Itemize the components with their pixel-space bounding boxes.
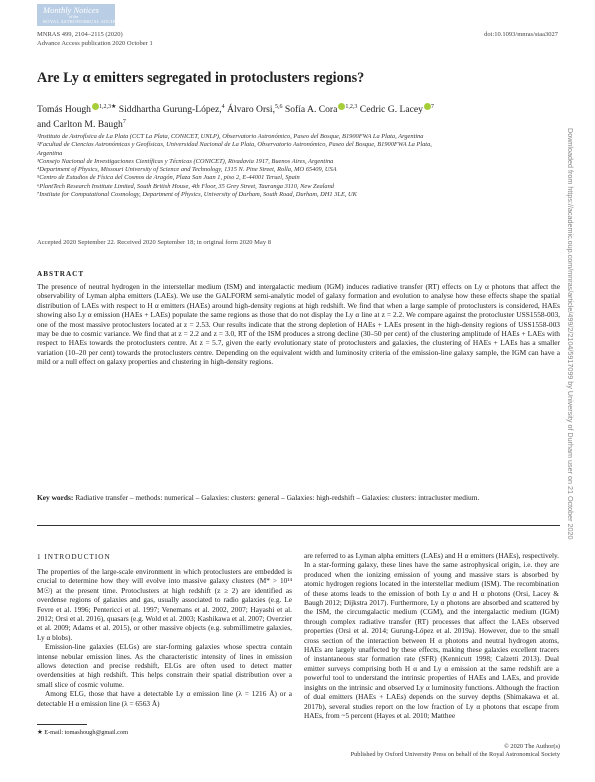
- paragraph: The properties of the large-scale environment in which protoclusters are embedded is crucial to determine how they will evolve into massive galaxy clusters (M* > 10¹⁴ M☉) at the present time. Protoclusters at high redshift (z ≥ 2) are identified as overdense regions of galaxies and gas, usually associated to radio galaxies (e.g. Le Fevre et al. 1996; Pentericci et al. 1997; Venemans et al. 2002, 2007; Hayashi et al. 2012; Orsi et al. 2016), quasars (e.g. Wold et al. 2003; Kashikawa et al. 2007; Overzier et al. 2009; Adams et al. 2015), or other massive objects (e.g. submillimetre galaxies, Ly α blobs).: [37, 567, 292, 642]
- affiliation: ⁶PlantTech Research Institute Limited, South British House, 4th Floor, 35 Grey Street, Tauranga 3110, New Zealand: [37, 182, 335, 190]
- author-affil: 7: [430, 104, 434, 110]
- author-name[interactable]: Tomás Hough: [37, 104, 91, 116]
- paragraph: Emission-line galaxies (ELGs) are star-forming galaxies whose spectra contain intense nebular emission lines. As the characteristic intensity of lines in emission allows detection and precise redshift, ELGs are often used to detect matter overdensities at high redshift. This helps constrain their spatial distribution over a small slice of cosmic volume.: [37, 642, 292, 689]
- article-title: Are Ly α emitters segregated in protoclusters regions?: [37, 70, 365, 86]
- orcid-icon[interactable]: [424, 103, 431, 110]
- citation: MNRAS 499, 2104–2115 (2020): [37, 31, 123, 38]
- accepted-dates: Accepted 2020 September 22. Received 2020 September 18; in original form 2020 May 8: [37, 239, 271, 246]
- author-name[interactable]: Álvaro Orsi,: [227, 104, 275, 116]
- copyright-block: [320, 743, 560, 760]
- copyright: © 2020 The Author(s): [504, 743, 560, 750]
- author-name[interactable]: Sofía A. Cora: [284, 104, 338, 116]
- orcid-icon[interactable]: [92, 103, 99, 110]
- doi-link[interactable]: doi:10.1093/mnras/staa3027: [484, 31, 558, 38]
- abstract-text: The presence of neutral hydrogen in the interstellar medium (ISM) and intergalactic medium (IGM) induces radiative transfer (RT) effects on Ly α photons that affect the observability of Lyman alpha emitters (LAEs). We use the GALFORM semi-analytic model of galaxy formation and evolution to analyse how these effects shape the spatial distribution of LAEs with respect to H α emitters (HAEs) around high-density regions at high redshift. We find that when a large sample of protoclusters is considered, HAEs showing also Ly α emission (HAEs + LAEs) populate the same regions as those that do not display the Ly α line at z = 2.2. We compare against the protocluster USS1558-003, one of the most massive protoclusters located at z = 2.53. Our results indicate that the strong depletion of HAEs + LAEs present in the high-density regions of USS1558-003 may be due to cosmic variance. We find that at z = 2.2 and z = 3.0, RT of the ISM produces a strong decline (30–50 per cent) of the clustering amplitude of HAEs + LAEs with respect to HAEs towards the protoclusters centre. At z = 5.7, given the early evolutionary state of protoclusters and galaxies, the clustering of HAEs + LAEs has a smaller variation (10–20 per cent) towards the protoclusters centre. Depending on the equivalent width and luminosity criteria of the emission-line galaxy sample, the IGM can have a mild or a null effect on galaxy properties and clustering in high-density regions.: [37, 282, 560, 367]
- journal-logo: [37, 4, 123, 26]
- paragraph: Among ELG, those that have a detectable Ly α emission line (λ = 1216 Å) or a detectable H α emission line (λ = 6563 Å): [37, 689, 292, 708]
- affiliation: ⁷Institute for Computational Cosmology, Department of Physics, University of Durham, South Road, Durham, DH1 3LE, UK: [37, 191, 357, 199]
- author-affil: 1,2,3★: [98, 104, 117, 110]
- keywords: [37, 493, 560, 502]
- download-note: Downloaded from https://academic.oup.com/mnras/article/499/2/2104/5917099 by University of Durham user on 21 October 2020: [566, 128, 575, 540]
- author-name[interactable]: Siddhartha Gurung-López,: [118, 104, 222, 116]
- author-affil: 5,6: [274, 104, 283, 110]
- affiliations: [37, 133, 562, 199]
- journal-logo-line1: Monthly Notices: [43, 5, 99, 15]
- footnote-divider: [37, 724, 87, 725]
- paragraph: are referred to as Lyman alpha emitters (LAEs) and H α emitters (HAEs), respectively. In a star-forming galaxy, these lines have the same astrophysical origin, i.e. they are produced when the ionizing emission of young and massive stars is absorbed by atomic hydrogen regions located in the interstellar medium (ISM). The recombination of these atoms leads to the emission of both Ly α and H α photons (Orsi, Lacey & Baugh 2012; Dijkstra 2017). Furthermore, Ly α photons are absorbed and scattered by the ISM, the circumgalactic medium (CGM), and the intergalactic medium (IGM) through complex radiative transfer (RT) processes that affect the LAEs observed properties (Orsi et al. 2014; Gurung-López et al. 2019a). However, due to the small cross section of the interaction between H α photons and neutral hydrogen atoms, HAEs are largely unaffected by these effects, making these galaxies excellent tracers of instantaneous star formation rate (SFR) (Kennicutt 1998; Calzetti 2013). Dual emitter surveys comprising both H α and Ly α emission at the same redshift are a powerful tool to understand the intrinsic properties of HAEs and LAEs, and provide insights on the intrinsic and observed Ly α luminosity functions. Although the fraction of dual emitters (HAEs + LAEs) depends on the survey depths (Shimakawa et al. 2017b), several studies report on the low fraction of Ly α photons that escape from HAEs, from ~5 percent (Hayes et al. 2010; Matthee: [304, 551, 559, 720]
- publisher: Published by Oxford University Press on behalf of the Royal Astronomical Society: [350, 751, 560, 759]
- abstract-heading: ABSTRACT: [37, 270, 85, 278]
- affiliation: Argentina: [37, 149, 63, 157]
- keywords-text: Radiative transfer – methods: numerical – Galaxies: clusters: general – Galaxies: high-redshift – Galaxies: clusters: intracluster medium.: [75, 493, 480, 502]
- download-watermark: [566, 128, 580, 768]
- author-affil: 7: [122, 119, 126, 126]
- journal-logo-line3: ROYAL ASTRONOMICAL SOCIETY: [43, 19, 123, 24]
- author-affil: 1,2,3: [345, 104, 358, 110]
- author-list: [37, 101, 562, 131]
- author-name[interactable]: and Carlton M. Baugh: [37, 119, 123, 131]
- right-column: [304, 551, 559, 720]
- left-column: [37, 567, 292, 708]
- affiliation: ⁴Department of Physics, Missouri University of Science and Technology, 1315 N. Pine Street, Rolla, MO 65409, USA: [37, 166, 337, 174]
- advance-access: Advance Access publication 2020 October 1: [37, 40, 153, 47]
- footnote-email[interactable]: ★ E-mail: tomashough@gmail.com: [37, 729, 129, 736]
- section-heading: 1 INTRODUCTION: [37, 553, 111, 561]
- affiliation: ³Consejo Nacional de Investigaciones Científicas y Técnicas (CONICET), Rivadavia 1917, Buenos Aires, Argentina: [37, 157, 334, 165]
- keywords-label: Key words:: [37, 493, 74, 502]
- journal-logo-line2: of the: [69, 14, 79, 19]
- affiliation: ⁵Centro de Estudios de Física del Cosmos de Aragón, Plaza San Juan 1, piso 2, E-44001 Teruel, Spain: [37, 174, 300, 182]
- author-name[interactable]: Cedric G. Lacey: [359, 104, 423, 116]
- abstract-divider: [37, 525, 560, 526]
- affiliation: ¹Instituto de Astrofísica de La Plata (CCT La Plata, CONICET, UNLP), Observatorio Astronómico, Paseo del Bosque, B1900FWA La Plata, Argentina: [37, 133, 424, 140]
- affiliation: ²Facultad de Ciencias Astronómicas y Geofísicas, Universidad Nacional de La Plata, Observatorio Astronómico, Paseo del Bosque, B1900FWA La Plata,: [37, 141, 432, 149]
- author-affil: 4: [221, 104, 225, 110]
